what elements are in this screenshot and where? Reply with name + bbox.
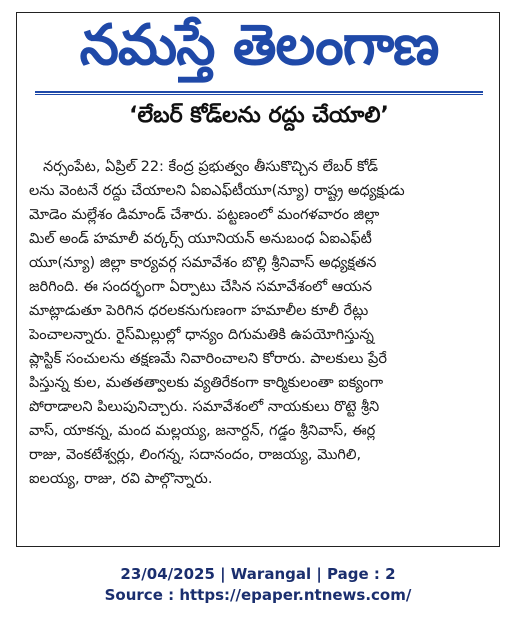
- article-line: వాస్, యాకన్న, మంద మల్లయ్య, జనార్దన్, గడ్డం శ్రీనివాస్, ఈర్ల: [29, 423, 376, 439]
- article-line: మోడెం మల్లేశం డిమాండ్ చేశారు. పట్టణంలో మంగళవారం జిల్లా: [29, 207, 380, 223]
- article-line: మాట్లాడుతూ పెరిగిన ధరలకనుగుణంగా హమాలీల కూలీ రేట్లు: [29, 303, 369, 319]
- article-line: రాజు, వెంకటేశ్వర్లు, లింగన్న, సదానందం, రాజయ్య, మొగిలి,: [29, 447, 362, 463]
- newspaper-clipping: [16, 12, 500, 547]
- newspaper-masthead: నమస్తే తెలంగాణ: [79, 12, 439, 78]
- article-line: జరిగింది. ఈ సందర్భంగా ఏర్పాటు చేసిన సమావేశంలో ఆయన: [29, 279, 373, 295]
- masthead-divider-thin: [35, 94, 483, 95]
- article-line: పోరాడాలని పిలుపునిచ్చారు. సమావేశంలో నాయకులు రొట్టె శ్రీని: [29, 399, 380, 415]
- article-body: [29, 155, 489, 491]
- article-line: లను వెంటనే రద్దు చేయాలని ఏఐఎఫ్‌టీయూ(న్యూ) రాష్ట్ర అధ్యక్షుడు: [29, 183, 405, 199]
- source-link[interactable]: Source : https://epaper.ntnews.com/: [104, 586, 412, 604]
- article-headline: ‘లేబర్ కోడ్‌లను రద్దు చేయాలి’: [129, 103, 389, 128]
- article-line: నర్సంపేట, ఏప్రిల్ 22: కేంద్ర ప్రభుత్వం తీసుకొచ్చిన లేబర్ కోడ్: [43, 159, 379, 175]
- article-line: పెంచాలన్నారు. రైస్‌మిల్లుల్లో ధాన్యం దిగుమతికి ఉపయోగిస్తున్న: [29, 327, 374, 343]
- edition-info: 23/04/2025 | Warangal | Page : 2: [120, 565, 396, 583]
- masthead-divider: [35, 91, 483, 93]
- article-line: మిల్ అండ్ హమాలీ వర్కర్స్ యూనియన్ అనుబంధ ఏఐఎఫ్‌టీ: [29, 231, 372, 247]
- article-line: యూ(న్యూ) జిల్లా కార్యవర్గ సమావేశం బొల్లి శ్రీనివాస్ అధ్యక్షతన: [29, 255, 377, 271]
- article-line: ప్లాస్టిక్ సంచులను తక్షణమే నివారించాలని కోరారు. పాలకులు ప్రేరే: [29, 351, 387, 367]
- article-line: ఐలయ్య, రాజు, రవి పాల్గొన్నారు.: [29, 471, 213, 487]
- article-line: పిస్తున్న కుల, మతతత్వాలకు వ్యతిరేకంగా కార్మికులంతా ఐక్యంగా: [29, 375, 384, 391]
